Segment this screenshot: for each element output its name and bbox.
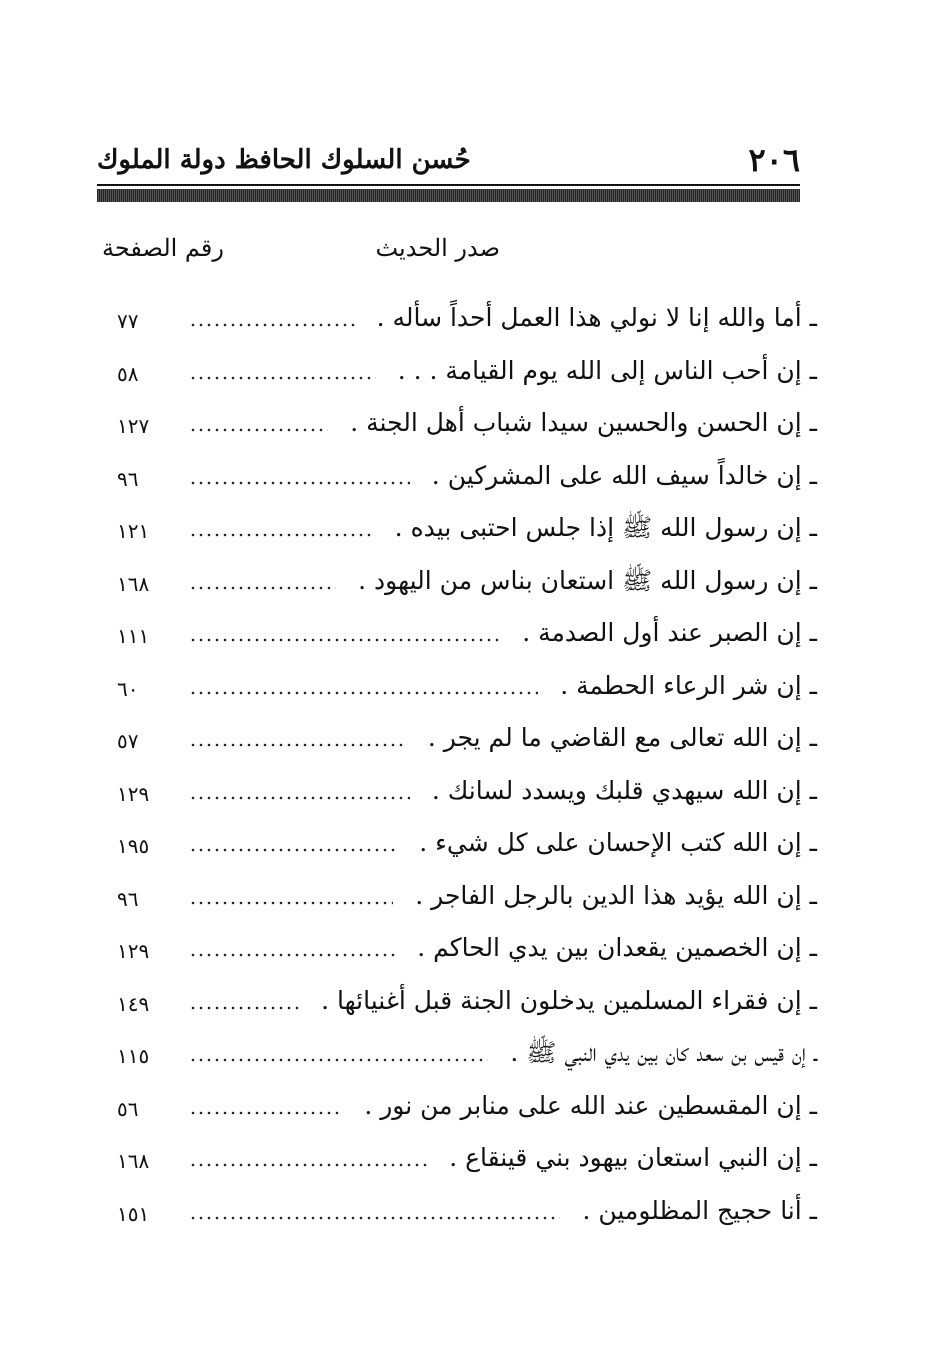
- entry-text: ـ أنا حجيج المظلومين .: [582, 1195, 817, 1225]
- entry-text: ـ إن أحب الناس إلى الله يوم القيامة . . .: [397, 355, 817, 385]
- entry-text: ـ إن فقراء المسلمين يدخلون الجنة قبل أغنيائها .: [321, 985, 817, 1015]
- index-entry: [97, 450, 817, 503]
- page-number: ٢٠٦: [748, 141, 800, 179]
- entry-text: ـ إن رسول الله ﷺ إذا جلس احتبى بيده .: [394, 513, 817, 543]
- dot-leader: [189, 1111, 342, 1115]
- entry-page-number: ٦٠: [117, 676, 139, 701]
- entry-page-number: ٥٧: [117, 729, 139, 753]
- index-entry: [97, 870, 817, 923]
- dot-leader: [189, 1006, 299, 1010]
- index-entry: [97, 292, 817, 345]
- index-entry: [97, 555, 817, 608]
- dot-leader: [189, 376, 376, 380]
- entry-page-number: ٥٨: [117, 361, 139, 386]
- index-entry: [97, 660, 817, 713]
- index-entries: [97, 292, 817, 1237]
- entry-text: ـ إن الله تعالى مع القاضي ما لم يجر .: [427, 723, 817, 753]
- page-column-heading: رقم الصفحة: [102, 234, 224, 262]
- dot-leader: [189, 586, 336, 590]
- entry-text: ـ إن الحسن والحسين سيدا شباب أهل الجنة .: [350, 408, 817, 438]
- entry-page-number: ١١٥: [117, 1044, 150, 1068]
- index-entry: [97, 345, 817, 398]
- index-entry: [97, 922, 817, 975]
- dot-leader: [189, 323, 355, 327]
- entry-text: ـ إن المقسطين عند الله على منابر من نور .: [364, 1090, 817, 1120]
- index-entry: [97, 1132, 817, 1185]
- entry-page-number: ٩٦: [117, 886, 139, 911]
- dot-leader: [189, 428, 328, 432]
- entry-text: ـ إن الصبر عند أول الصدمة .: [522, 618, 817, 648]
- entry-page-number: ١٢٧: [117, 414, 150, 438]
- dot-leader: [189, 533, 373, 537]
- index-entry: [97, 1080, 817, 1133]
- entry-page-number: ١٤٩: [117, 991, 150, 1016]
- dot-leader: [189, 638, 500, 642]
- index-entry: [97, 397, 817, 450]
- entry-text: ـ إن قيس بن سعد كان بين يدي النبي ﷺ .: [510, 1038, 817, 1068]
- entry-text: ـ إن الله يؤيد هذا الدين بالرجل الفاجر .: [415, 880, 817, 910]
- entry-page-number: ٥٦: [117, 1096, 139, 1121]
- dot-leader: [189, 953, 395, 957]
- dot-leader: [189, 901, 393, 905]
- index-entry: [97, 1185, 817, 1238]
- index-entry: [97, 765, 817, 818]
- entry-page-number: ١٢١: [117, 519, 150, 543]
- dot-leader: [189, 481, 410, 485]
- index-entry: [97, 712, 817, 765]
- index-entry: [97, 607, 817, 660]
- book-title: حُسن السلوك الحافظ دولة الملوك: [97, 145, 471, 175]
- index-entry: [97, 817, 817, 870]
- entry-text: ـ إن الخصمين يقعدان بين يدي الحاكم .: [417, 933, 817, 963]
- entry-text: ـ إن شر الرعاء الحطمة .: [560, 670, 817, 700]
- dot-leader: [189, 691, 538, 695]
- entry-page-number: ١٢٩: [117, 781, 150, 806]
- entry-text: ـ إن الله سيهدي قلبك ويسدد لسانك .: [431, 775, 817, 805]
- header-band: [97, 189, 800, 202]
- entry-text: ـ أما والله إنا لا نولي هذا العمل أحداً سأله .: [376, 303, 817, 333]
- index-entry: [97, 502, 817, 555]
- entry-page-number: ١١١: [117, 624, 150, 648]
- dot-leader: [189, 796, 410, 800]
- entry-text: ـ إن الله كتب الإحسان على كل شيء .: [419, 828, 817, 858]
- dot-leader: [189, 848, 397, 852]
- index-entry: [97, 975, 817, 1028]
- dot-leader: [189, 743, 406, 747]
- entry-page-number: ١٥١: [117, 1201, 150, 1226]
- dot-leader: [189, 1058, 488, 1062]
- hadith-column-heading: صدر الحديث: [375, 234, 500, 262]
- entry-page-number: ١٢٩: [117, 939, 150, 963]
- dot-leader: [189, 1216, 560, 1220]
- dot-leader: [189, 1163, 427, 1167]
- entry-text: ـ إن رسول الله ﷺ استعان بناس من اليهود .: [358, 565, 817, 595]
- entry-page-number: ٧٧: [117, 309, 139, 333]
- entry-text: ـ إن النبي استعان بيهود بني قينقاع .: [449, 1143, 817, 1173]
- entry-page-number: ٩٦: [117, 466, 139, 491]
- entry-page-number: ١٩٥: [117, 834, 150, 858]
- entry-page-number: ١٦٨: [117, 1149, 150, 1173]
- header-rule: [97, 184, 800, 186]
- running-header: [97, 140, 800, 184]
- entry-page-number: ١٦٨: [117, 571, 150, 596]
- entry-text: ـ إن خالداً سيف الله على المشركين .: [431, 460, 817, 490]
- column-headings: [97, 228, 800, 268]
- index-entry: [97, 1027, 817, 1080]
